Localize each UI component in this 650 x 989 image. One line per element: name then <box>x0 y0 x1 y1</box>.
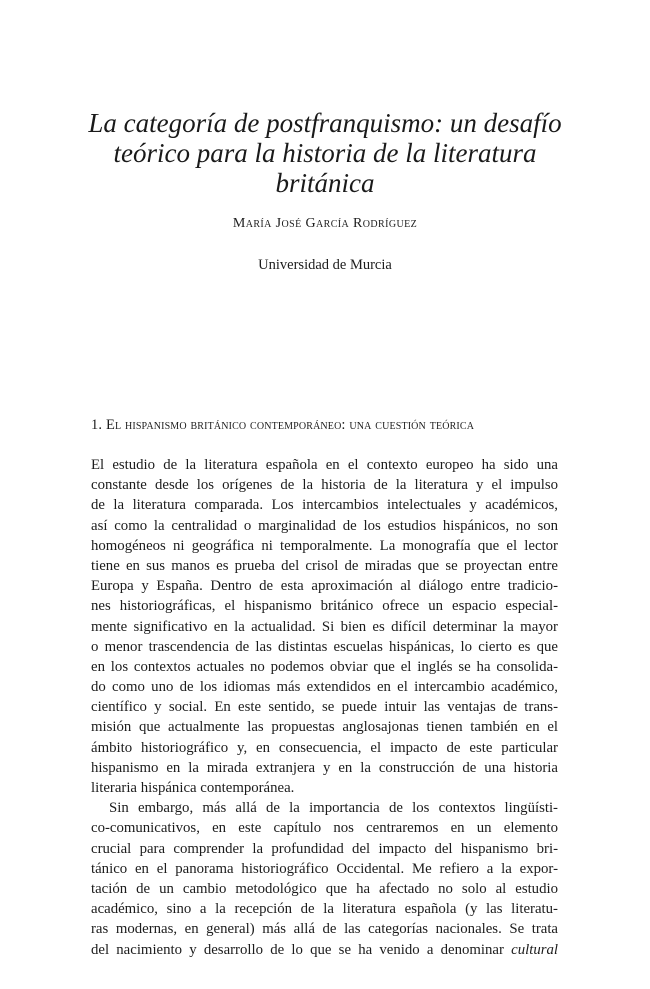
body-line: literaria hispánica contemporánea. <box>91 780 295 796</box>
body-line: así como la centralidad o marginalidad de los estudios hispánicos, no son <box>91 517 558 534</box>
chapter-title <box>60 108 590 198</box>
section-heading: 1. El hispanismo británico contemporáneo: una cuestión teórica <box>91 417 475 433</box>
body-text <box>91 455 558 960</box>
body-line: Europa y España. Dentro de esta aproximación al diálogo entre tradicio- <box>91 578 558 595</box>
body-line: científico y social. En este sentido, se puede intuir las ventajas de trans- <box>91 699 558 716</box>
body-line: hispanismo en la mirada extranjera y en la construcción de una historia <box>91 759 558 776</box>
author-affiliation: Universidad de Murcia <box>258 257 392 273</box>
italic-term: cultural <box>511 941 558 958</box>
author-name: María José García Rodríguez <box>232 216 418 231</box>
body-line: tiene en sus manos es prueba del crisol de miradas que se proyectan entre <box>91 557 558 574</box>
body-line: nes historiográficas, el hispanismo británico ofrece un espacio especial- <box>91 598 558 615</box>
body-line: constante desde los orígenes de la historia de la literatura y el impulso <box>91 477 558 494</box>
body-line: misión que actualmente las propuestas anglosajonas tienen también en el <box>91 719 558 736</box>
body-line: de la literatura comparada. Los intercambios intelectuales y académicos, <box>91 497 558 514</box>
title-line: La categoría de postfranquismo: un desafío <box>88 108 562 138</box>
body-line-text: del nacimiento y desarrollo de lo que se ha venido a denominar <box>91 941 512 958</box>
body-line-with-italic <box>91 940 558 960</box>
body-line: El estudio de la literatura española en el contexto europeo ha sido una <box>91 457 558 473</box>
body-line: Sin embargo, más allá de la importancia de los contextos lingüísti- <box>109 800 558 817</box>
body-line: en los contextos actuales no podemos obviar que el inglés se ha consolida- <box>91 658 558 675</box>
body-line: académico, sino a la recepción de la literatura española (y las literatu- <box>91 901 558 918</box>
body-line: do como uno de los idiomas más extendidos en el intercambio académico, <box>91 679 558 696</box>
body-line: co-comunicativos, en este capítulo nos centraremos en un elemento <box>91 820 558 837</box>
body-line: mente significativo en la actualidad. Si bien es difícil determinar la mayor <box>91 618 558 635</box>
body-line: ras modernas, en general) más allá de las categorías nacionales. Se trata <box>91 921 558 938</box>
body-line: ámbito historiográfico y, en consecuencia, el impacto de este particular <box>91 739 558 756</box>
title-line: teórico para la historia de la literatura <box>113 138 537 168</box>
body-line: crucial para comprender la profundidad del impacto del hispanismo bri- <box>91 840 558 857</box>
title-line: británica <box>275 168 375 198</box>
body-line: tánico en el panorama historiográfico Occidental. Me refiero a la expor- <box>91 860 558 877</box>
body-line: tación de un cambio metodológico que ha afectado no solo al estudio <box>91 880 558 897</box>
body-line: o menor trascendencia de las distintas escuelas hispánicas, lo cierto es que <box>91 638 558 655</box>
body-line: homogéneos ni geográfica ni temporalmente. La monografía que el lector <box>91 537 558 554</box>
